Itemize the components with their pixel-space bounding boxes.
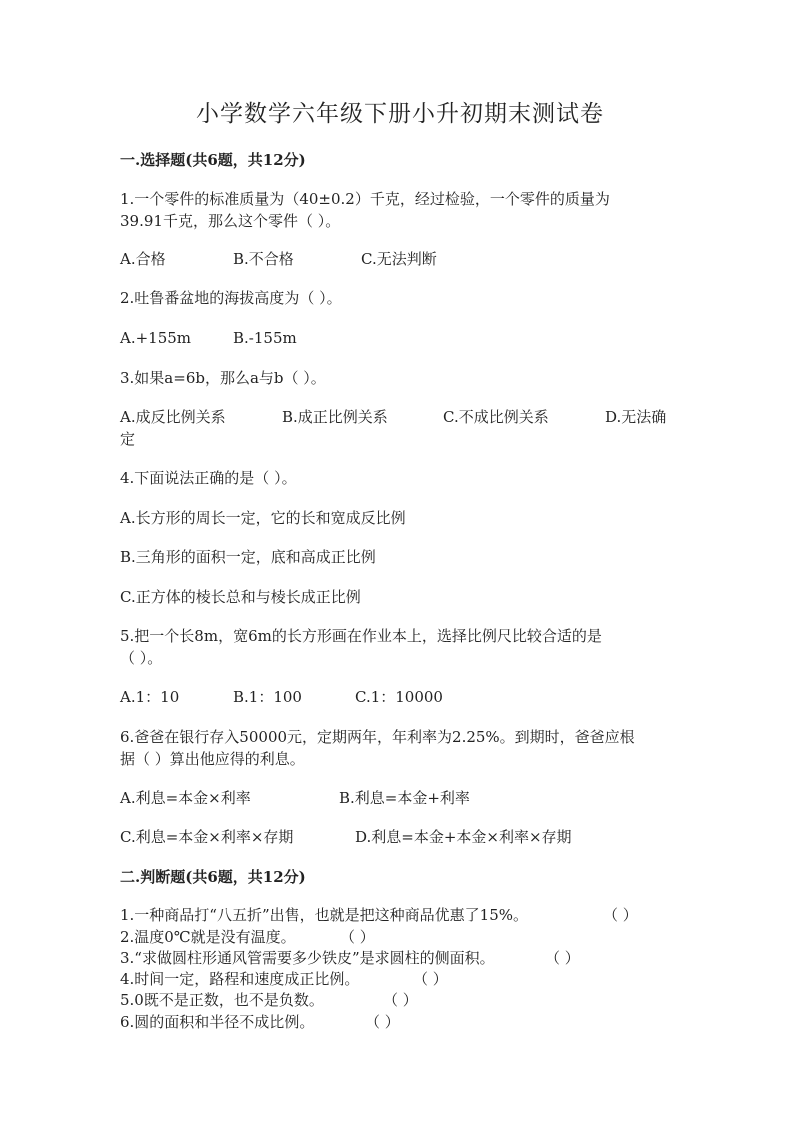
section-heading-multiple-choice: 一.选择题(共6题，共12分) xyxy=(120,151,306,169)
question-6-line-2: 据（ ）算出他应得的利息。 xyxy=(120,750,305,768)
question-2-option-a: A.+155m xyxy=(120,329,192,347)
question-3-option-d-wrap: 定 xyxy=(120,430,136,448)
question-6-option-c: C.利息=本金×利率×存期 xyxy=(120,828,294,846)
question-6-option-d: D.利息=本金+本金×利率×存期 xyxy=(355,828,572,846)
question-3-option-d: D.无法确 xyxy=(605,408,667,426)
question-5-line-1: 5.把一个长8m，宽6m的长方形画在作业本上，选择比例尺比较合适的是 xyxy=(120,627,602,645)
tf-item-1-answer-blank: （ ） xyxy=(603,906,638,924)
question-5-option-b: B.1：100 xyxy=(233,688,302,706)
tf-item-5-text: 5.0既不是正数，也不是负数。 xyxy=(120,991,324,1009)
question-4-option-a: A.长方形的周长一定，它的长和宽成反比例 xyxy=(120,509,406,527)
question-4-option-c: C.正方体的棱长总和与棱长成正比例 xyxy=(120,588,361,606)
question-5-line-2: （ ）。 xyxy=(120,649,163,667)
question-2-line-1: 2.吐鲁番盆地的海拔高度为（ ）。 xyxy=(120,289,342,307)
tf-item-2-answer-blank: （ ） xyxy=(340,928,375,946)
tf-item-3-text: 3.“求做圆柱形通风管需要多少铁皮”是求圆柱的侧面积。 xyxy=(120,949,495,967)
tf-item-4-text: 4.时间一定，路程和速度成正比例。 xyxy=(120,970,360,988)
question-5-option-a: A.1：10 xyxy=(120,688,180,706)
tf-item-6-answer-blank: （ ） xyxy=(365,1013,400,1031)
question-3-option-b: B.成正比例关系 xyxy=(282,408,388,426)
question-1-option-a: A.合格 xyxy=(120,250,166,268)
tf-item-4-answer-blank: （ ） xyxy=(413,970,448,988)
exam-title: 小学数学六年级下册小升初期末测试卷 xyxy=(196,101,604,127)
question-4-option-b: B.三角形的面积一定，底和高成正比例 xyxy=(120,548,376,566)
question-1-line-2: 39.91千克，那么这个零件（ ）。 xyxy=(120,212,341,230)
question-3-option-c: C.不成比例关系 xyxy=(443,408,549,426)
question-6-option-a: A.利息=本金×利率 xyxy=(120,789,251,807)
question-3-option-a: A.成反比例关系 xyxy=(120,408,226,426)
question-6-line-1: 6.爸爸在银行存入50000元，定期两年，年利率为2.25%。到期时，爸爸应根 xyxy=(120,728,635,746)
tf-item-1-text: 1.一种商品打“八五折”出售，也就是把这种商品优惠了15%。 xyxy=(120,906,528,924)
question-1-option-c: C.无法判断 xyxy=(361,250,437,268)
section-heading-true-false: 二.判断题(共6题，共12分) xyxy=(120,868,306,886)
question-2-option-b: B.-155m xyxy=(233,329,297,347)
tf-item-3-answer-blank: （ ） xyxy=(545,949,580,967)
question-1-line-1: 1.一个零件的标准质量为（40±0.2）千克，经过检验，一个零件的质量为 xyxy=(120,190,610,208)
question-4-line-1: 4.下面说法正确的是（ ）。 xyxy=(120,469,297,487)
question-3-line-1: 3.如果a=6b，那么a与b（ ）。 xyxy=(120,369,326,387)
tf-item-6-text: 6.圆的面积和半径不成比例。 xyxy=(120,1013,315,1031)
question-6-option-b: B.利息=本金+利率 xyxy=(339,789,470,807)
tf-item-2-text: 2.温度0℃就是没有温度。 xyxy=(120,928,296,946)
question-5-option-c: C.1：10000 xyxy=(355,688,443,706)
tf-item-5-answer-blank: （ ） xyxy=(383,991,418,1009)
question-1-option-b: B.不合格 xyxy=(233,250,294,268)
